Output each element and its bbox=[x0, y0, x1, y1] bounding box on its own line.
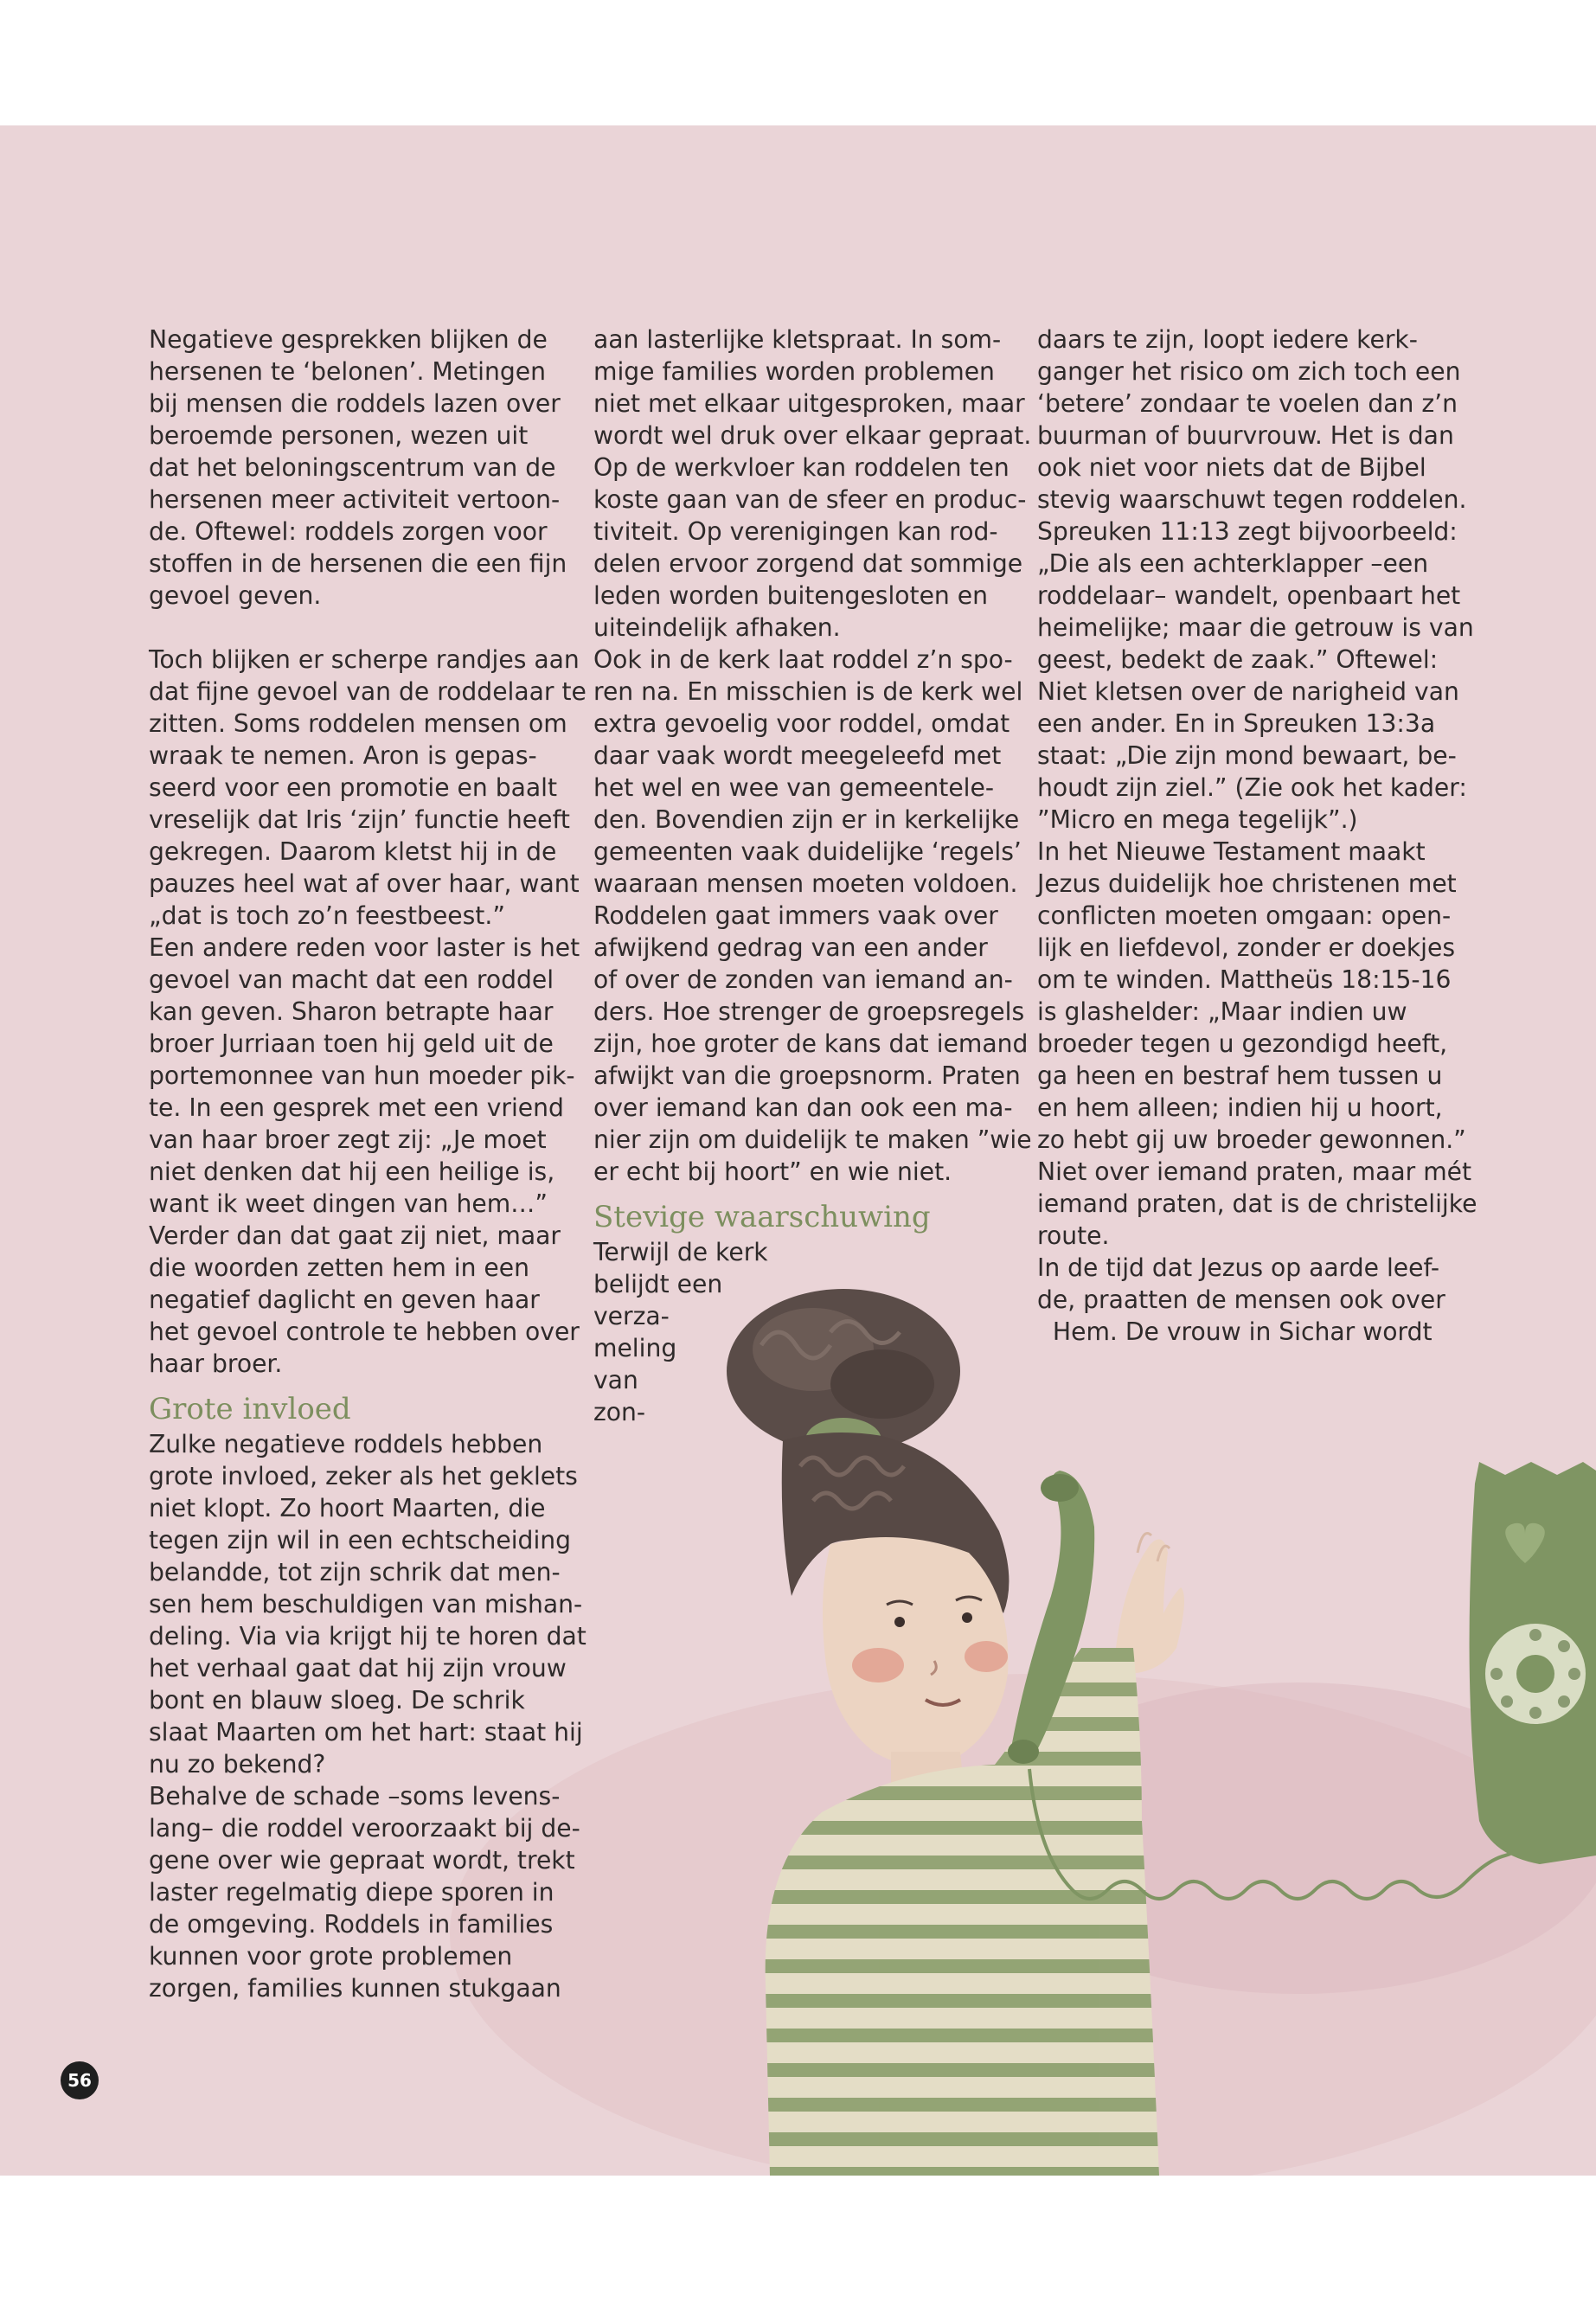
text-line: niet klopt. Zo hoort Maarten, die bbox=[149, 1494, 546, 1522]
text-line: Terwijl de kerk bbox=[593, 1238, 768, 1266]
text-line: mige families worden problemen bbox=[593, 357, 995, 386]
text-line: grote invloed, zeker als het geklets bbox=[149, 1462, 578, 1490]
text-line: roddelaar– wandelt, openbaart het bbox=[1037, 581, 1461, 610]
text-line: stevig waarschuwt tegen roddelen. bbox=[1037, 485, 1467, 514]
text-line: de omgeving. Roddels in families bbox=[149, 1910, 554, 1939]
text-line: lijk en liefdevol, zonder er doekjes bbox=[1037, 933, 1456, 962]
text-line: iemand praten, dat is de christelijke bbox=[1037, 1189, 1477, 1218]
text-line: leden worden buitengesloten en bbox=[593, 581, 988, 610]
text-line: zon- bbox=[593, 1398, 646, 1426]
text-line: afwijkend gedrag van een ander bbox=[593, 933, 988, 962]
text-line: of over de zonden van iemand an- bbox=[593, 965, 1013, 994]
text-line: nier zijn om duidelijk te maken ”wie bbox=[593, 1125, 1032, 1154]
text-line: koste gaan van de sfeer en produc- bbox=[593, 485, 1027, 514]
text-line: waaraan mensen moeten voldoen. bbox=[593, 869, 1018, 898]
text-line: seerd voor een promotie en baalt bbox=[149, 773, 558, 802]
text-line: slaat Maarten om het hart: staat hij bbox=[149, 1718, 583, 1747]
text-line: zitten. Soms roddelen mensen om bbox=[149, 709, 567, 738]
text-line: Spreuken 11:13 zegt bijvoorbeeld: bbox=[1037, 517, 1458, 546]
text-line: kunnen voor grote problemen bbox=[149, 1942, 513, 1971]
text-line: geest, bedekt de zaak.” Oftewel: bbox=[1037, 645, 1439, 674]
text-line: Negatieve gesprekken blijken de bbox=[149, 325, 548, 354]
text-line: niet met elkaar uitgesproken, maar bbox=[593, 389, 1025, 418]
text-line: de, praatten de mensen ook over bbox=[1037, 1285, 1445, 1314]
text-line: conflicten moeten omgaan: open- bbox=[1037, 901, 1452, 930]
text-line: route. bbox=[1037, 1221, 1110, 1250]
text-line: ‘betere’ zondaar te voelen dan z’n bbox=[1037, 389, 1458, 418]
text-line: ga heen en bestraf hem tussen u bbox=[1037, 1061, 1443, 1090]
text-line: pauzes heel wat af over haar, want bbox=[149, 869, 580, 898]
text-line: de. Oftewel: roddels zorgen voor bbox=[149, 517, 548, 546]
text-line: gekregen. Daarom kletst hij in de bbox=[149, 837, 557, 866]
text-line: Behalve de schade –soms levens- bbox=[149, 1782, 561, 1811]
text-line: den. Bovendien zijn er in kerkelijke bbox=[593, 805, 1020, 834]
text-line: broeder tegen u gezondigd heeft, bbox=[1037, 1029, 1448, 1058]
text-line: bont en blauw sloeg. De schrik bbox=[149, 1686, 525, 1715]
text-line: Niet over iemand praten, maar mét bbox=[1037, 1157, 1472, 1186]
text-line: wraak te nemen. Aron is gepas- bbox=[149, 741, 537, 770]
page-number-badge: 56 bbox=[61, 2061, 99, 2099]
text-line: het wel en wee van gemeentele- bbox=[593, 773, 995, 802]
text-line: uiteindelijk afhaken. bbox=[593, 613, 841, 642]
text-line: In de tijd dat Jezus op aarde leef- bbox=[1037, 1253, 1440, 1282]
text-line: lang– die roddel veroorzaakt bij de- bbox=[149, 1814, 580, 1843]
text-line: die woorden zetten hem in een bbox=[149, 1253, 529, 1282]
text-line: het gevoel controle te hebben over bbox=[149, 1317, 580, 1346]
text-line: gevoel van macht dat een roddel bbox=[149, 965, 554, 994]
text-line: kan geven. Sharon betrapte haar bbox=[149, 997, 554, 1026]
text-line: aan lasterlijke kletspraat. In som- bbox=[593, 325, 1002, 354]
text-line: houdt zijn ziel.” (Zie ook het kader: bbox=[1037, 773, 1467, 802]
text-line: daars te zijn, loopt iedere kerk- bbox=[1037, 325, 1418, 354]
text-line: sen hem beschuldigen van mishan- bbox=[149, 1590, 583, 1618]
text-line: delen ervoor zorgend dat sommige bbox=[593, 549, 1023, 578]
text-line: „Die als een achterklapper –een bbox=[1037, 549, 1429, 578]
text-line: meling bbox=[593, 1334, 677, 1362]
text-line: Op de werkvloer kan roddelen ten bbox=[593, 453, 1010, 482]
text-line: bij mensen die roddels lazen over bbox=[149, 389, 561, 418]
text-line: want ik weet dingen van hem…” bbox=[149, 1189, 548, 1218]
text-line: Jezus duidelijk hoe christenen met bbox=[1037, 869, 1457, 898]
text-line: Toch blijken er scherpe randjes aan bbox=[149, 645, 580, 674]
text-column-3 bbox=[1037, 324, 1477, 1348]
text-line: ders. Hoe strenger de groepsregels bbox=[593, 997, 1025, 1026]
text-line: daar vaak wordt meegeleefd met bbox=[593, 741, 1002, 770]
text-line: Roddelen gaat immers vaak over bbox=[593, 901, 998, 930]
text-line: afwijkt van die groepsnorm. Praten bbox=[593, 1061, 1021, 1090]
text-line: belandde, tot zijn schrik dat men- bbox=[149, 1558, 561, 1586]
text-line: over iemand kan dan ook een ma- bbox=[593, 1093, 1013, 1122]
text-line: portemonnee van hun moeder pik- bbox=[149, 1061, 575, 1090]
text-line: deling. Via via krijgt hij te horen dat bbox=[149, 1622, 586, 1650]
text-line: te. In een gesprek met een vriend bbox=[149, 1093, 564, 1122]
text-line: extra gevoelig voor roddel, omdat bbox=[593, 709, 1010, 738]
text-line: hersenen meer activiteit vertoon- bbox=[149, 485, 561, 514]
text-line: Niet kletsen over de narigheid van bbox=[1037, 677, 1459, 706]
text-line: er echt bij hoort” en wie niet. bbox=[593, 1157, 952, 1186]
section-heading-grote-invloed: Grote invloed bbox=[149, 1392, 351, 1426]
text-line: en hem alleen; indien hij u hoort, bbox=[1037, 1093, 1443, 1122]
text-line: Een andere reden voor laster is het bbox=[149, 933, 580, 962]
wall-phone bbox=[1470, 1462, 1596, 1864]
text-line: is glashelder: „Maar indien uw bbox=[1037, 997, 1407, 1026]
text-line: vreselijk dat Iris ‘zijn’ functie heeft bbox=[149, 805, 570, 834]
text-line: een ander. En in Spreuken 13:3a bbox=[1037, 709, 1436, 738]
text-line: verza- bbox=[593, 1302, 670, 1330]
text-line: tegen zijn wil in een echtscheiding bbox=[149, 1526, 572, 1554]
text-line: niet denken dat hij een heilige is, bbox=[149, 1157, 555, 1186]
text-line: gevoel geven. bbox=[149, 581, 322, 610]
text-line: gene over wie gepraat wordt, trekt bbox=[149, 1846, 575, 1875]
text-line: wordt wel druk over elkaar gepraat. bbox=[593, 421, 1032, 450]
text-line: tiviteit. Op verenigingen kan rod- bbox=[593, 517, 998, 546]
text-line: beroemde personen, wezen uit bbox=[149, 421, 529, 450]
text-line: zo hebt gij uw broeder gewonnen.” bbox=[1037, 1125, 1466, 1154]
section-heading-stevige-waarschuwing: Stevige waarschuwing bbox=[593, 1200, 931, 1234]
text-line: dat fijne gevoel van de roddelaar te bbox=[149, 677, 586, 706]
text-line: ganger het risico om zich toch een bbox=[1037, 357, 1461, 386]
text-line: „dat is toch zo’n feestbeest.” bbox=[149, 901, 505, 930]
text-line: van bbox=[593, 1366, 638, 1394]
text-line: staat: „Die zijn mond bewaart, be- bbox=[1037, 741, 1457, 770]
text-line: heimelijke; maar die getrouw is van bbox=[1037, 613, 1474, 642]
text-column-2 bbox=[593, 324, 1032, 1428]
text-line: buurman of buurvrouw. Het is dan bbox=[1037, 421, 1454, 450]
text-line: ren na. En misschien is de kerk wel bbox=[593, 677, 1023, 706]
text-line: gemeenten vaak duidelijke ‘regels’ bbox=[593, 837, 1022, 866]
text-line: ”Micro en mega tegelijk”.) bbox=[1037, 805, 1358, 834]
text-line: zorgen, families kunnen stukgaan bbox=[149, 1974, 561, 2003]
text-line: om te winden. Mattheüs 18:15-16 bbox=[1037, 965, 1452, 994]
text-line: nu zo bekend? bbox=[149, 1750, 326, 1779]
text-line: Ook in de kerk laat roddel z’n spo- bbox=[593, 645, 1013, 674]
text-line: laster regelmatig diepe sporen in bbox=[149, 1878, 554, 1907]
text-line: Verder dan dat gaat zij niet, maar bbox=[149, 1221, 561, 1250]
text-line: ook niet voor niets dat de Bijbel bbox=[1037, 453, 1426, 482]
text-line: Hem. De vrouw in Sichar wordt bbox=[1037, 1317, 1433, 1346]
text-column-1 bbox=[149, 324, 586, 2004]
text-line: belijdt een bbox=[593, 1270, 723, 1298]
text-line: van haar broer zegt zij: „Je moet bbox=[149, 1125, 547, 1154]
text-line: haar broer. bbox=[149, 1349, 283, 1378]
text-line: hersenen te ‘belonen’. Metingen bbox=[149, 357, 546, 386]
text-line: Zulke negatieve roddels hebben bbox=[149, 1430, 543, 1458]
magazine-page bbox=[0, 125, 1596, 2176]
text-line: negatief daglicht en geven haar bbox=[149, 1285, 540, 1314]
text-line: In het Nieuwe Testament maakt bbox=[1037, 837, 1426, 866]
text-line: stoffen in de hersenen die een fijn bbox=[149, 549, 567, 578]
text-line: broer Jurriaan toen hij geld uit de bbox=[149, 1029, 554, 1058]
paragraph-gap bbox=[149, 612, 573, 644]
text-line: dat het beloningscentrum van de bbox=[149, 453, 556, 482]
text-line: zijn, hoe groter de kans dat iemand bbox=[593, 1029, 1029, 1058]
text-line: het verhaal gaat dat hij zijn vrouw bbox=[149, 1654, 567, 1682]
